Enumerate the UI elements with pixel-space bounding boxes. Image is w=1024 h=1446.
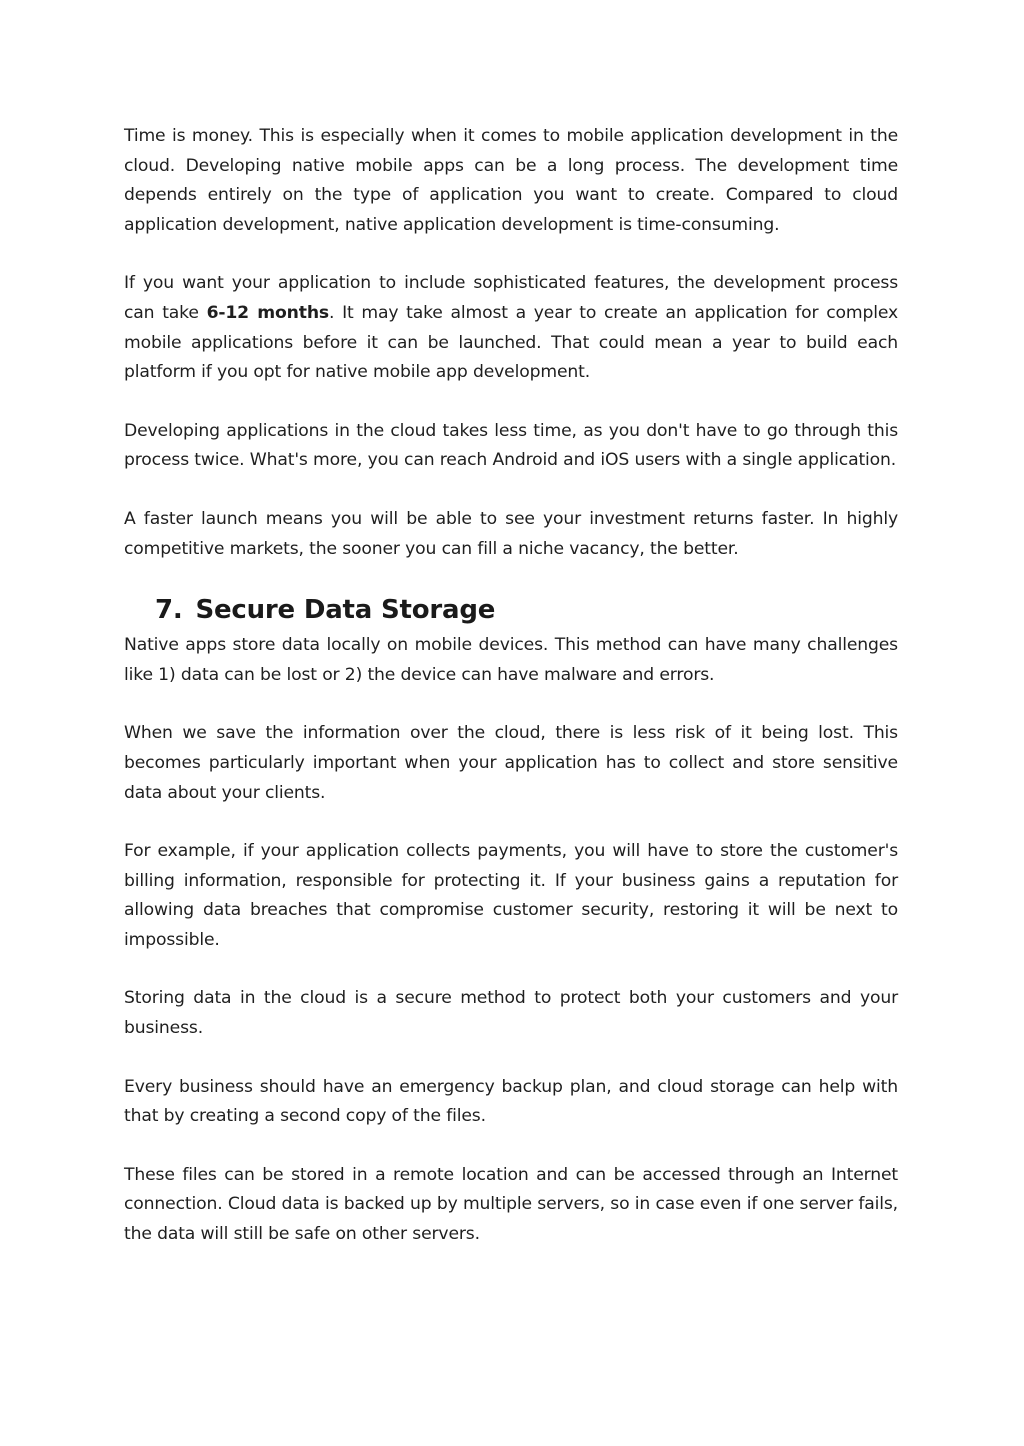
paragraph-faster-launch: A faster launch means you will be able to see your investment returns faster. In highly competitive markets, the sooner you can fill a niche vacancy, the better. bbox=[124, 508, 898, 559]
section-title: Secure Data Storage bbox=[195, 595, 496, 626]
paragraph-backup-plan: Every business should have an emergency backup plan, and cloud storage can help with that by creating a second copy of the files. bbox=[124, 1076, 898, 1127]
paragraph-development-duration bbox=[124, 269, 898, 387]
section-number: 7. bbox=[155, 595, 183, 626]
paragraph-text: If you want your application to include sophisticated features, the development process can take bbox=[124, 273, 898, 323]
paragraph-native-local-storage: Native apps store data locally on mobile devices. This method can have many challenges like 1) data can be lost or 2) the device can have malware and errors. bbox=[124, 635, 898, 685]
paragraph-cloud-less-time: Developing applications in the cloud takes less time, as you don't have to go through this process twice. What's more, you can reach Android and iOS users with a single application. bbox=[124, 420, 898, 471]
paragraph-payments-example: For example, if your application collects payments, you will have to store the customer's billing information, responsible for protecting it. If your business gains a reputation for allowing data breaches that compromise customer security, restoring it will be next to impossible. bbox=[124, 841, 898, 950]
paragraph-remote-location: These files can be stored in a remote location and can be accessed through an Internet connection. Cloud data is backed up by multiple servers, so in case even if one server fails, the data will still be safe on other servers. bbox=[124, 1164, 898, 1245]
paragraph-cloud-less-risk: When we save the information over the cloud, there is less risk of it being lost. This becomes particularly important when your application has to collect and store sensitive data about your clients. bbox=[124, 723, 898, 803]
bold-duration: 6-12 months bbox=[206, 302, 329, 323]
paragraph-time-is-money: Time is money. This is especially when it comes to mobile application development in the cloud. Developing native mobile apps can be a long process. The development time depends entirely on the type of application you want to create. Compared to cloud application development, native application development is time-consuming. bbox=[124, 126, 898, 235]
paragraph-secure-method: Storing data in the cloud is a secure method to protect both your customers and your business. bbox=[124, 988, 898, 1039]
section-heading bbox=[155, 593, 898, 627]
paragraph-text: . It may take almost a year to create an application for complex mobile applications before it can be launched. That could mean a year to build each platform if you opt for native mobile app development. bbox=[124, 302, 898, 383]
document-page bbox=[124, 122, 898, 1279]
